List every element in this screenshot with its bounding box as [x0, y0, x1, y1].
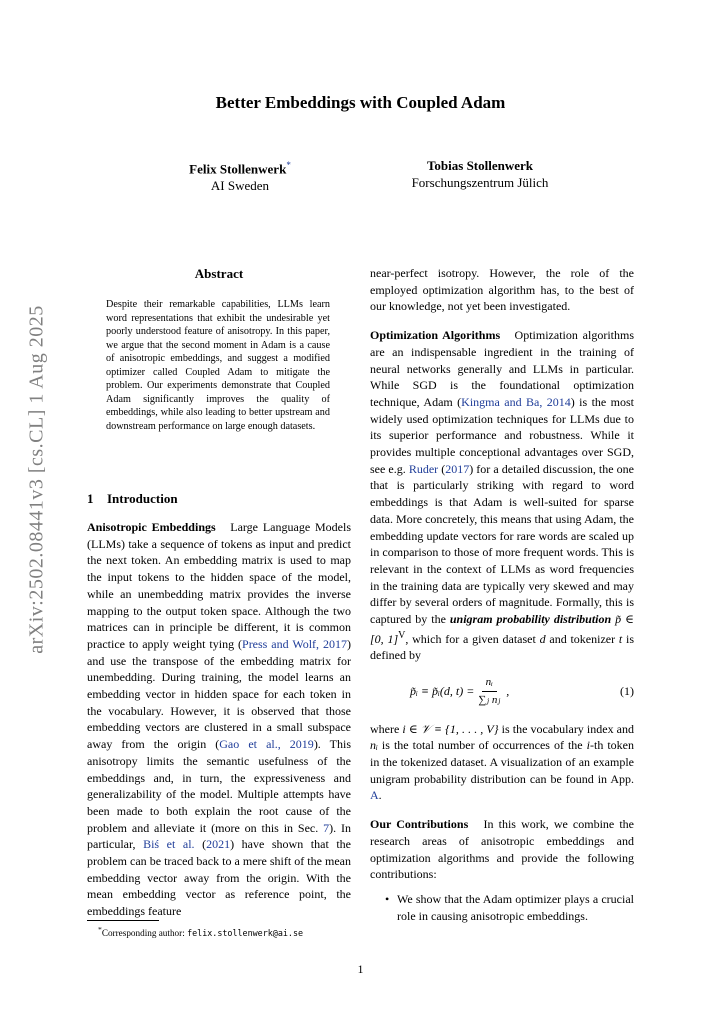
footnote-marker: *: [98, 925, 102, 934]
emphasized-term: unigram probability distribution: [449, 612, 612, 627]
abstract-text: Despite their remarkable capabilities, LLMs learn word representations that exhibit the undesirable yet poorly understood feature of anisotropy. In this paper, we argue that the second moment in Adam is a cause of anisotropic embeddings, and suggest a modified optimizer called Coupled Adam to mitigate the problem. Our experiments demonstrate that Coupled Adam significantly improves the quality of embeddings, while also leading to better upstream and downstream performance on large enough datasets.: [106, 299, 330, 432]
author-2-affiliation: Forschungszentrum Jülich: [411, 175, 549, 190]
inline-math: p̃ ∈ [0, 1]: [370, 612, 635, 646]
author-1-affiliation: AI Sweden: [210, 178, 270, 194]
contributions-list: [370, 891, 634, 924]
author-2-name: Tobias Stollenwerk: [426, 158, 534, 173]
run-in-heading: Our Contributions: [370, 817, 469, 832]
list-item: • We show that the Adam optimizer plays a crucial role in causing anisotropic embeddings.: [370, 891, 634, 924]
author-1: [150, 157, 330, 194]
equation-number: (1): [620, 684, 634, 699]
author-1-name: Felix Stollenwerk*: [189, 160, 291, 177]
page-number: 1: [357, 962, 364, 976]
citation-link[interactable]: Gao et al., 2019: [219, 737, 314, 752]
run-in-heading: Anisotropic Embeddings: [87, 520, 216, 534]
appendix-ref-link[interactable]: A: [370, 788, 379, 803]
section-title: Introduction: [107, 491, 178, 506]
arxiv-stamp[interactable]: arXiv:2502.08441v3 [cs.CL] 1 Aug 2025: [25, 305, 48, 654]
run-in-heading: Optimization Algorithms: [370, 328, 501, 343]
paragraph-contributions: Our Contributions In this work, we combine the research areas of anisotropic embeddings and optimization algorithms and provide the following contributions:: [370, 817, 634, 882]
equation-fraction: $\frac{\text{nᵢ}}{\text{∑ⱼ nⱼ}}$: [478, 676, 501, 706]
left-column: [87, 519, 351, 920]
section-ref-link[interactable]: 7: [323, 820, 330, 835]
footnote-rule: [87, 920, 159, 921]
equation-body: p̃ᵢ ≡ p̃ᵢ(d, t) = $\frac{\text{nᵢ}}{\text{∑ⱼ nⱼ}}$ ,: [410, 674, 509, 708]
paragraph-continuation: near-perfect isotropy. However, the role of the employed optimization algorithm has, to the best of our knowledge, not yet been investigated.: [370, 266, 634, 314]
paragraph-equation-explanation: where i ∈ 𝒱 ≡ {1, . . . , V} is the vocabulary index and nᵢ is the total number of occurrences of the i-th token in the tokenized dataset. A visualization of an example unigram probability distribution can be found in App. A.: [370, 721, 634, 803]
paragraph-anisotropic-embeddings: Anisotropic Embeddings Large Language Models (LLMs) take a sequence of tokens as input and predict the next token. An embedding matrix is used to map the input tokens to the hidden space of the model, while an unembedding matrix provides the inverse mapping to the output token space. Although the two matrices can in principle be different, it is common practice to apply weight tying (Press and Wolf, 2017) and use the transpose of the embedding matrix for unembedding. During training, the model learns an embedding vector in hidden space for each token in the vocabulary. However, it is observed that those embedding vectors are clustered in a small subspace away from the origin (Gao et al., 2019). This anisotropy limits the semantic usefulness of the embeddings and, in turn, the expressiveness and generalizability of the model. Multiple attempts have been made to both explain the root cause of the problem and alleviate it (more on this in Sec. 7). In particular, Biś et al. (2021) have shown that the problem can be traced back to a mere shift of the mean embedding vector away from the origin. With the mean embedding vector as reference point, the embeddings feature: [87, 520, 352, 919]
citation-link[interactable]: Press and Wolf, 2017: [242, 636, 347, 651]
citation-link[interactable]: Kingma and Ba, 2014: [461, 394, 571, 409]
author-1-marker[interactable]: *: [286, 160, 291, 170]
paragraph-optimization-algorithms: Optimization Algorithms Optimization algorithms are an indispensable ingredient in the training of neural networks generally and LLMs in particular. While SGD is the foundational optimization technique, Adam (Kingma and Ba, 2014) is the most widely used optimization techniques for LLMs due to its superior performance and robustness. While it provides multiple conceptional advantages over SGD, see e.g. Ruder (2017) for a detailed discussion, the one that is particularly striking with regard to word embeddings is that Adam is well-suited for sparse data. More concretely, this means that using Adam, the embedding update vectors for rare words are scaled up in comparison to those of more frequent words. This is relevant in the context of LLMs as word frequencies in the training data are typically very skewed and may differ by several orders of magnitude. Formally, this is captured by the unigram probability distribution p̃ ∈ [0, 1]$^V$, which for a given dataset d and tokenizer t is defined by: [370, 328, 635, 663]
citation-link[interactable]: 2021: [206, 837, 231, 852]
author-2: [370, 157, 590, 191]
citation-link[interactable]: Ruder: [408, 461, 439, 476]
equation-1: [370, 674, 634, 708]
section-heading: [87, 491, 178, 507]
citation-link[interactable]: Biś et al.: [143, 837, 195, 852]
citation-link[interactable]: 2017: [445, 461, 470, 476]
footnote: *Corresponding author: felix.stollenwerk@ai.se: [98, 925, 304, 939]
section-number: 1: [87, 491, 94, 506]
abstract-heading: Abstract: [194, 266, 244, 281]
footnote-email[interactable]: felix.stollenwerk@ai.se: [187, 928, 304, 939]
right-column: [370, 265, 634, 924]
paper-title: Better Embeddings with Coupled Adam: [215, 93, 506, 112]
